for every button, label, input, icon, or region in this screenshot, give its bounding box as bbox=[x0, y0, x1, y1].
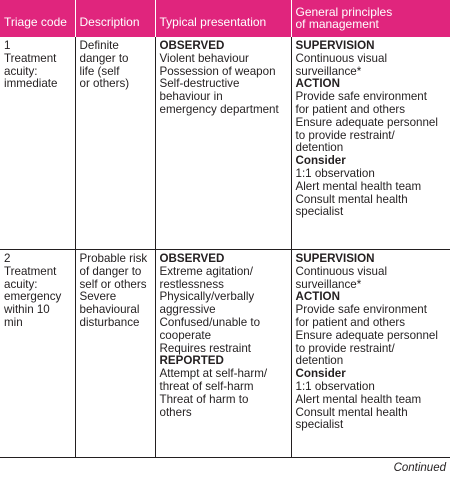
cell-text-line: disturbance bbox=[79, 315, 140, 329]
cell-text-line: Continuous visual bbox=[295, 51, 388, 65]
cell-text-line: Probable risk bbox=[79, 252, 148, 265]
table-row bbox=[0, 250, 450, 458]
cell-text-line: danger to bbox=[79, 51, 129, 65]
cell-text-line: Ensure adequate personnel bbox=[295, 115, 438, 129]
section-heading: Consider bbox=[295, 154, 346, 168]
cell-text-line: restlessness bbox=[159, 277, 224, 291]
cell-text-line: Violent behaviour bbox=[159, 51, 249, 65]
continued-label: Continued bbox=[393, 462, 446, 474]
cell-text-line: others bbox=[159, 405, 192, 419]
table-header-row bbox=[0, 0, 450, 37]
cell-text-line: detention bbox=[295, 141, 344, 155]
cell-text-line: 2 bbox=[4, 252, 11, 265]
cell-management bbox=[291, 250, 450, 458]
cell-text-line: specialist bbox=[295, 418, 344, 432]
section-heading: ACTION bbox=[295, 77, 340, 91]
header-general-principles bbox=[291, 0, 450, 37]
cell-text-line: Consult mental health bbox=[295, 192, 408, 206]
section-heading: OBSERVED bbox=[159, 39, 225, 52]
cell-text-line: for patient and others bbox=[295, 315, 406, 329]
cell-text-line: immediate bbox=[4, 77, 58, 91]
cell-text-line: threat of self-harm bbox=[159, 379, 254, 393]
section-heading: OBSERVED bbox=[159, 252, 225, 265]
cell-text-line: Consult mental health bbox=[295, 405, 408, 419]
cell-text-line: 1:1 observation bbox=[295, 379, 375, 393]
cell-text-line: Physically/verbally bbox=[159, 290, 255, 304]
cell-text-line: to provide restraint/ bbox=[295, 128, 395, 142]
cell-text-line: Definite bbox=[79, 39, 119, 52]
cell-text-line: Provide safe environment bbox=[295, 90, 427, 104]
cell-text-line: Extreme agitation/ bbox=[159, 264, 253, 278]
cell-text-line: acuity: bbox=[4, 64, 38, 78]
cell-text-line: Provide safe environment bbox=[295, 303, 427, 317]
cell-text-line: behavioural bbox=[79, 303, 140, 317]
cell-description bbox=[75, 37, 155, 250]
cell-text-line: Treatment bbox=[4, 264, 57, 278]
cell-text-line: cooperate bbox=[159, 328, 212, 342]
cell-text-line: within 10 bbox=[4, 303, 50, 317]
cell-text-line: specialist bbox=[295, 205, 344, 219]
cell-text-line: Alert mental health team bbox=[295, 392, 422, 406]
cell-text-line: Severe bbox=[79, 290, 117, 304]
section-heading: Consider bbox=[295, 367, 346, 381]
header-triage-code: Triage code bbox=[0, 0, 75, 37]
cell-text-line: Alert mental health team bbox=[295, 179, 422, 193]
cell-typical-presentation bbox=[155, 250, 291, 458]
cell-triage-code bbox=[0, 37, 75, 250]
cell-text-line: emergency bbox=[4, 290, 62, 304]
cell-text-line: self or others bbox=[79, 277, 147, 291]
cell-text-line: Ensure adequate personnel bbox=[295, 328, 438, 342]
cell-text-line: to provide restraint/ bbox=[295, 341, 395, 355]
header-general-principles-line2: of management bbox=[295, 17, 379, 31]
cell-text-line: emergency department bbox=[159, 102, 279, 116]
cell-text-line: Treatment bbox=[4, 51, 57, 65]
header-typical-presentation: Typical presentation bbox=[155, 0, 291, 37]
section-heading: SUPERVISION bbox=[295, 252, 375, 265]
cell-text-line: Self-destructive bbox=[159, 77, 240, 91]
section-heading: REPORTED bbox=[159, 354, 224, 368]
header-description: Description bbox=[75, 0, 155, 37]
cell-management bbox=[291, 37, 450, 250]
cell-text-line: aggressive bbox=[159, 303, 216, 317]
section-heading: SUPERVISION bbox=[295, 39, 375, 52]
cell-text-line: of danger to bbox=[79, 264, 142, 278]
cell-text-line: behaviour in bbox=[159, 90, 223, 104]
cell-text-line: Confused/unable to bbox=[159, 315, 261, 329]
cell-text-line: for patient and others bbox=[295, 102, 406, 116]
cell-text-line: Possession of weapon bbox=[159, 64, 276, 78]
cell-text-line: acuity: bbox=[4, 277, 38, 291]
cell-text-line: Requires restraint bbox=[159, 341, 251, 355]
table-row bbox=[0, 37, 450, 250]
cell-text-line: surveillance* bbox=[295, 64, 362, 78]
cell-text-line: life (self bbox=[79, 64, 120, 78]
cell-text-line: or others) bbox=[79, 77, 130, 91]
cell-text-line: detention bbox=[295, 354, 344, 368]
cell-description bbox=[75, 250, 155, 458]
cell-text-line: Continuous visual bbox=[295, 264, 388, 278]
cell-triage-code bbox=[0, 250, 75, 458]
cell-typical-presentation bbox=[155, 37, 291, 250]
section-heading: ACTION bbox=[295, 290, 340, 304]
cell-text-line: surveillance* bbox=[295, 277, 362, 291]
cell-text-line: 1:1 observation bbox=[295, 166, 375, 180]
cell-text-line: Threat of harm to bbox=[159, 392, 249, 406]
cell-text-line: Attempt at self-harm/ bbox=[159, 367, 268, 381]
cell-text-line: 1 bbox=[4, 39, 11, 52]
cell-text-line: min bbox=[4, 315, 23, 329]
header-general-principles-line1: General principles bbox=[295, 5, 393, 19]
